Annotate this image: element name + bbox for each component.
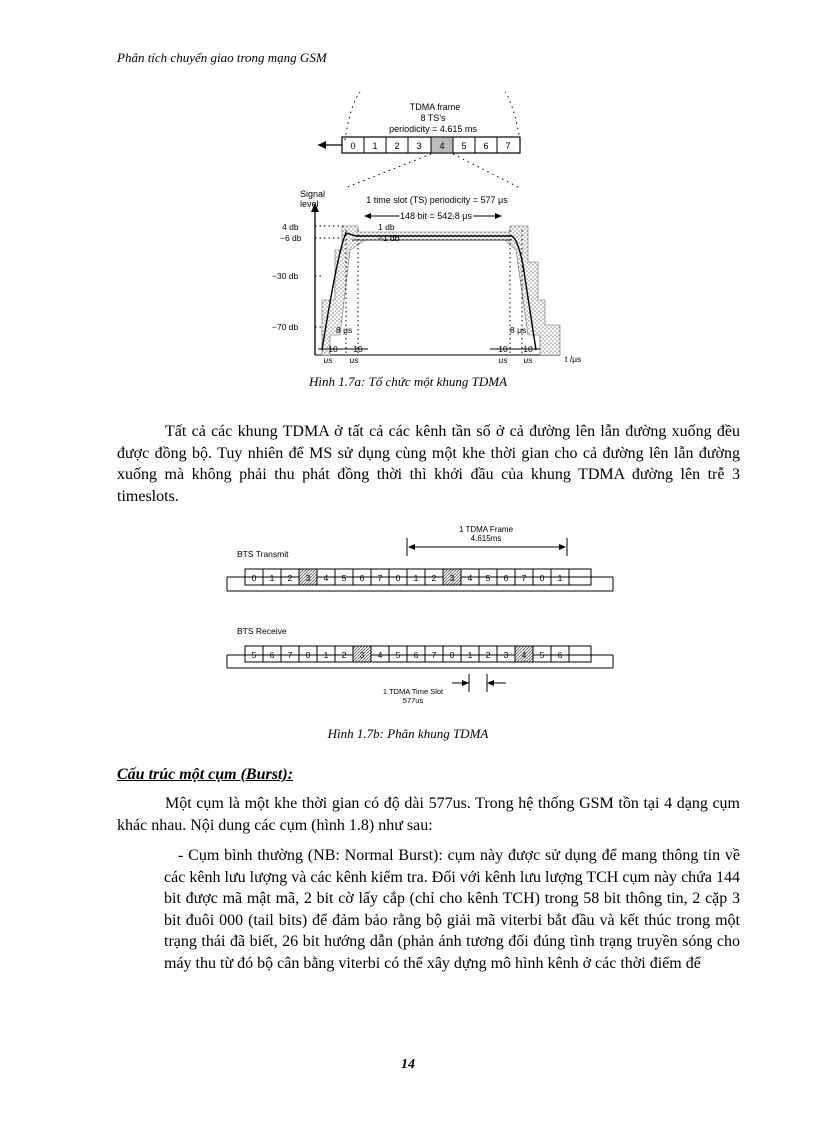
receive-slot: 6 [413, 650, 419, 660]
frame-slot: 6 [483, 141, 489, 151]
transmit-slot: 6 [359, 573, 365, 583]
db-m30-label: −30 db [272, 271, 299, 281]
transmit-slot: 7 [521, 573, 527, 583]
transmit-slot: 3 [305, 573, 311, 583]
tdma-frame-figure [0, 85, 816, 375]
frame-slot: 5 [461, 141, 467, 151]
frame-label: 1 TDMA Frame [458, 525, 514, 534]
figure-caption: Hình 1.7b: Phân khung TDMA [327, 726, 489, 741]
receive-slot: 7 [287, 650, 293, 660]
us-label: us [498, 355, 508, 365]
frame-slots [342, 137, 520, 153]
transmit-slot: 1 [269, 573, 275, 583]
ts-count-label: 8 TS's [420, 113, 446, 123]
transmit-slot: 2 [431, 573, 437, 583]
receive-slot: 2 [485, 650, 491, 660]
receive-slot: 0 [305, 650, 311, 660]
transmit-slot: 5 [341, 573, 347, 583]
transmit-slot: 3 [449, 573, 455, 583]
receive-slot: 5 [251, 650, 257, 660]
transmit-slot: 0 [251, 573, 257, 583]
figure-caption: Hình 1.7a: Tổ chức một khung TDMA [308, 374, 508, 389]
db-1-label: 1 db [378, 222, 395, 232]
frame-time: 4.615ms [470, 534, 502, 543]
paragraph: Một cụm là một khe thời gian có độ dài 577us. Trong hệ thống GSM tồn tại 4 dạng cụm khác nhau. Nội dung các cụm (hình 1.8) như sau: [117, 795, 740, 834]
receive-slot: 4 [521, 650, 527, 660]
frame-slot: 2 [394, 141, 400, 151]
transmit-slot: 4 [467, 573, 473, 583]
ten-label: 10 [328, 344, 338, 354]
slot-time: 577us [402, 696, 424, 705]
receive-slot: 1 [467, 650, 473, 660]
us-label: us [523, 355, 533, 365]
ten-label: 10 [523, 344, 533, 354]
transmit-slot: 1 [557, 573, 563, 583]
receive-slot: 2 [341, 650, 347, 660]
us-label: us [323, 355, 333, 365]
bts-receive-label: BTS Receive [237, 626, 287, 636]
slot-label: 1 TDMA Time Slot [382, 687, 444, 696]
periodicity-label: periodicity = 4.615 ms [389, 124, 477, 134]
receive-slot: 6 [557, 650, 563, 660]
receive-slot: 5 [395, 650, 401, 660]
receive-slot: 1 [323, 650, 329, 660]
receive-slot: 3 [359, 650, 365, 660]
receive-slot: 4 [377, 650, 383, 660]
db-m70-label: −70 db [272, 322, 299, 332]
transmit-slot: 6 [503, 573, 509, 583]
frame-label: TDMA frame [409, 102, 461, 112]
transmit-slot: 1 [413, 573, 419, 583]
page-header: Phân tích chuyển giao trong mạng GSM [117, 50, 327, 65]
level-label: level [300, 199, 319, 209]
db-m1-label: −1 db [378, 233, 400, 243]
receive-slot: 0 [449, 650, 455, 660]
transmit-slot: 5 [485, 573, 491, 583]
us8-right-label: 8 μs [510, 325, 527, 335]
db-4-label: 4 db [282, 222, 299, 232]
us-label: us [349, 355, 359, 365]
ten-label: 10 [353, 344, 363, 354]
receive-slot: 5 [539, 650, 545, 660]
frame-slot: 3 [416, 141, 422, 151]
ts-periodicity-label: 1 time slot (TS) periodicity = 577 μs [366, 195, 508, 205]
frame-slot: 1 [372, 141, 378, 151]
frame-slot: 4 [439, 141, 445, 151]
tdma-subframe-figure [0, 518, 816, 713]
transmit-slot: 2 [287, 573, 293, 583]
us8-left-label: 8 μs [336, 325, 353, 335]
transmit-slots [227, 569, 613, 591]
frame-slot: 7 [505, 141, 511, 151]
transmit-slot: 0 [395, 573, 401, 583]
transmit-slot: 0 [539, 573, 545, 583]
paragraph: Tất cả các khung TDMA ở tất cả các kênh tần số ở cả đường lên lẫn đường xuống đều được đồng bộ. Tuy nhiên để MS sử dụng cùng một khe thời gian cho cả đường lên lẫn đường xuống mà không phải thu phát đồng thời thì khởi đầu của khung TDMA đường lên trễ 3 timeslots. [117, 423, 740, 505]
receive-slot: 6 [269, 650, 275, 660]
frame-slot: 0 [350, 141, 356, 151]
transmit-slot: 4 [323, 573, 329, 583]
db-m6-label: −6 db [280, 233, 302, 243]
bts-transmit-label: BTS Transmit [237, 549, 289, 559]
ten-label: 10 [498, 344, 508, 354]
receive-slot: 3 [503, 650, 509, 660]
receive-slots [227, 646, 613, 668]
bullet-paragraph: - Cụm bình thường (NB: Normal Burst): cụm này được sử dụng để mang thông tin về các kênh lưu lượng và các kênh kiểm tra. Đối với kênh lưu lượng TCH cụm này chứa 144 bit được mã mật mã, 2 bit cờ lấy cắp (chỉ cho kênh TCH) trong 58 bit thông tin, 2 cặp 3 bit đuôi 000 (tail bits) để đảm bảo rằng bộ giải mã viterbi bắt đầu và kết thúc trong một trạng thái đã biết, 26 bit hướng dẫn (phản ánh tương đối đúng tình trạng truyền sóng cho máy thu từ đó bộ cân bằng viterbi có thể xây dựng mô hình kênh ở các thời điểm để [164, 847, 740, 972]
bits-label: 148 bit = 542.8 μs [400, 211, 472, 221]
section-heading: Cấu trúc một cụm (Burst): [117, 766, 294, 783]
transmit-slot: 7 [377, 573, 383, 583]
signal-label: Signal [300, 189, 326, 199]
receive-slot: 7 [431, 650, 437, 660]
t-axis-label: t /μs [565, 354, 582, 364]
page-number: 14 [401, 1057, 415, 1072]
